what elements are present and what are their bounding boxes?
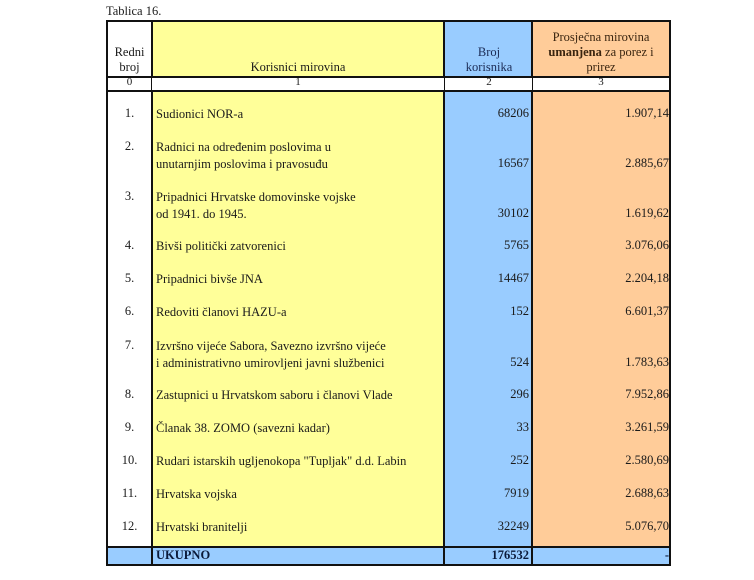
row-avg-pension: 3.076,06 bbox=[625, 238, 669, 252]
row-number: 8. bbox=[124, 387, 135, 401]
row-label: Članak 38. ZOMO (savezni kadar) bbox=[156, 421, 330, 435]
row-number: 6. bbox=[124, 304, 135, 318]
row-users: 7919 bbox=[504, 486, 529, 500]
header-redni-broj: Redni broj bbox=[114, 45, 145, 74]
column-number-row: 0 1 2 3 bbox=[108, 76, 669, 92]
row-avg-pension: 1.619,62 bbox=[625, 206, 669, 220]
row-users: 32249 bbox=[497, 519, 529, 533]
row-number: 5. bbox=[124, 271, 135, 285]
row-avg-pension: 2.204,18 bbox=[625, 271, 669, 285]
row-users: 152 bbox=[510, 304, 529, 318]
header-korisnici: Korisnici mirovina bbox=[250, 60, 346, 74]
row-label: Pripadnici bivše JNA bbox=[156, 272, 263, 286]
total-users: 176532 bbox=[491, 548, 529, 562]
row-label: Sudionici NOR-a bbox=[156, 107, 244, 121]
row-users: 30102 bbox=[497, 206, 529, 220]
row-users: 33 bbox=[516, 420, 529, 434]
total-row bbox=[108, 546, 669, 564]
row-avg-pension: 3.261,59 bbox=[625, 420, 669, 434]
row-avg-pension: 1.907,14 bbox=[625, 106, 669, 120]
header-prosjecna-mirovina: Prosječna mirovina umanjena za porez i prirez bbox=[548, 30, 654, 74]
row-label: Zastupnici u Hrvatskom saboru i članovi Vlade bbox=[156, 388, 393, 402]
row-users: 68206 bbox=[497, 106, 529, 120]
row-users: 296 bbox=[510, 387, 529, 401]
row-avg-pension: 2.885,67 bbox=[625, 156, 669, 170]
row-number: 1. bbox=[124, 106, 135, 120]
row-label: Bivši politički zatvorenici bbox=[156, 239, 286, 253]
row-label: Hrvatski branitelji bbox=[156, 520, 248, 534]
row-label: Hrvatska vojska bbox=[156, 487, 237, 501]
row-avg-pension: 1.783,63 bbox=[625, 355, 669, 369]
row-avg-pension: 7.952,86 bbox=[625, 387, 669, 401]
row-label: Rudari istarskih ugljenokopa "Tupljak" d.d. Labin bbox=[156, 454, 407, 468]
total-avg: - bbox=[664, 548, 669, 562]
total-label: UKUPNO bbox=[156, 548, 211, 562]
header-broj-korisnika: Broj korisnika bbox=[465, 45, 513, 74]
pension-table bbox=[106, 20, 671, 566]
row-label: Radnici na određenim poslovima u unutarnjim poslovima i pravosuđu bbox=[156, 140, 331, 171]
row-number: 7. bbox=[124, 338, 135, 352]
row-users: 252 bbox=[510, 453, 529, 467]
row-users: 5765 bbox=[504, 238, 529, 252]
row-number: 10. bbox=[121, 453, 138, 467]
row-number: 11. bbox=[121, 486, 138, 500]
row-number: 9. bbox=[124, 420, 135, 434]
row-users: 16567 bbox=[497, 156, 529, 170]
row-avg-pension: 2.580,69 bbox=[625, 453, 669, 467]
row-avg-pension: 6.601,37 bbox=[625, 304, 669, 318]
row-label: Redoviti članovi HAZU-a bbox=[156, 305, 287, 319]
row-avg-pension: 2.688,63 bbox=[625, 486, 669, 500]
row-users: 14467 bbox=[497, 271, 529, 285]
table-caption: Tablica 16. bbox=[106, 4, 162, 18]
row-label: Izvršno vijeće Sabora, Savezno izvršno vijeće i administrativno umirovljeni javni službenici bbox=[156, 339, 386, 370]
row-number: 4. bbox=[124, 238, 135, 252]
row-avg-pension: 5.076,70 bbox=[625, 519, 669, 533]
row-number: 3. bbox=[124, 189, 135, 203]
row-users: 524 bbox=[510, 355, 529, 369]
row-label: Pripadnici Hrvatske domovinske vojske od 1941. do 1945. bbox=[156, 190, 356, 221]
row-number: 12. bbox=[121, 519, 138, 533]
row-number: 2. bbox=[124, 139, 135, 153]
